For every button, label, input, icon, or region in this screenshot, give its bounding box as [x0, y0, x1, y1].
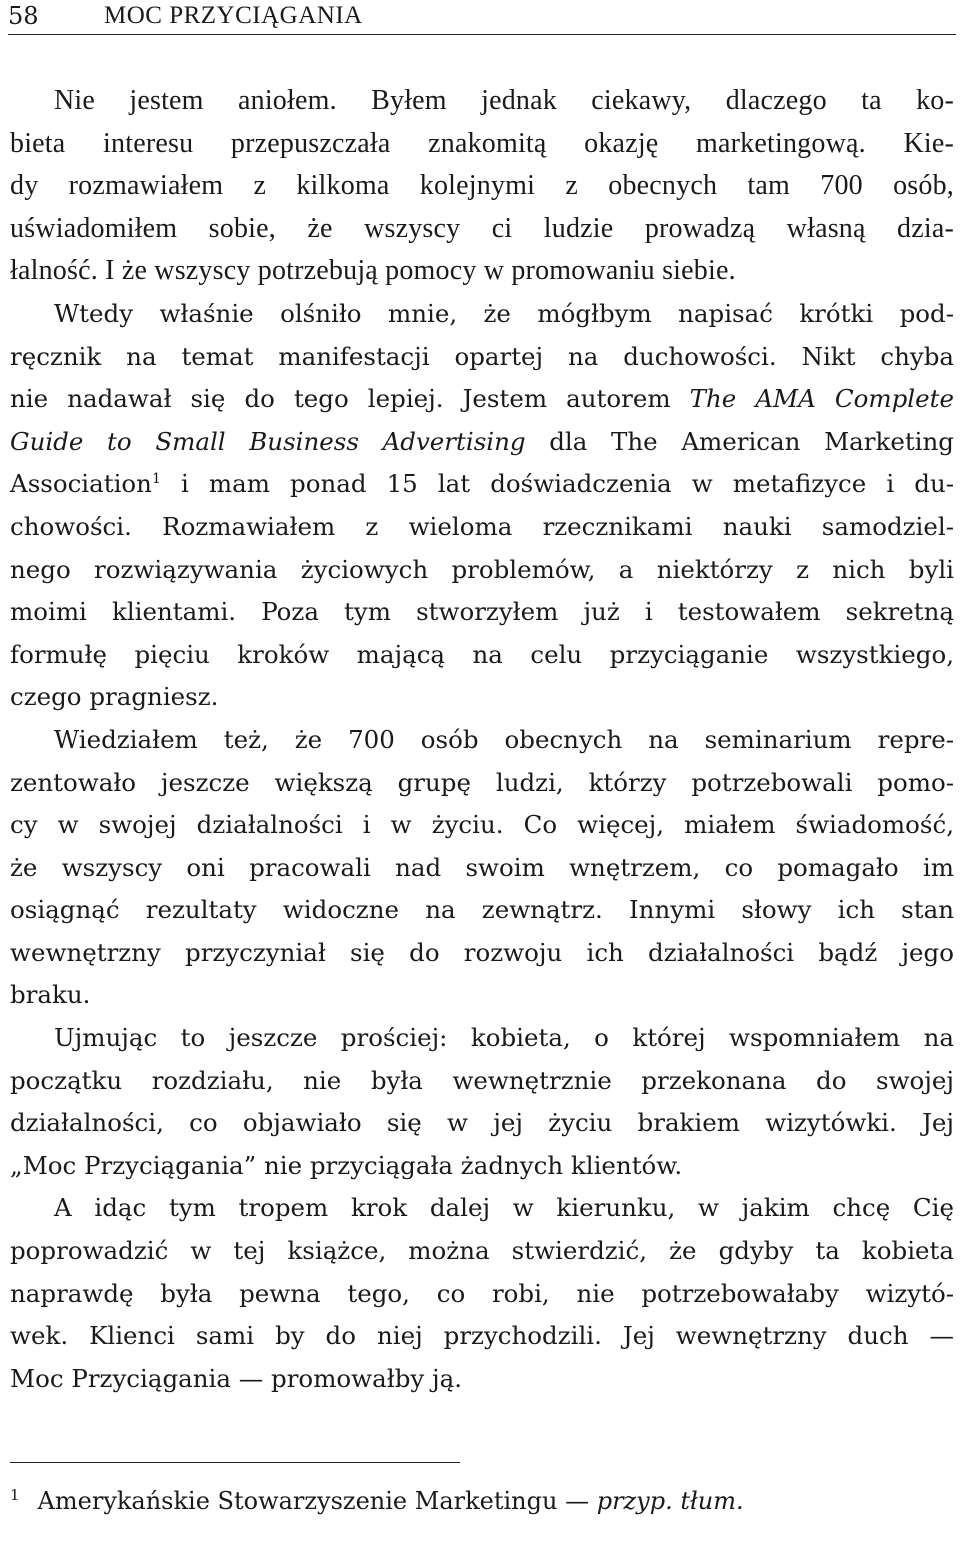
text-line: Ujmując to jeszcze prościej: kobieta, o której wspomniałem na [54, 1023, 954, 1053]
footnote-divider [10, 1462, 460, 1463]
text-line: działalności, co objawiało się w jej życiu brakiem wizytówki. Jej [10, 1108, 954, 1138]
page-number: 58 [8, 2, 39, 30]
body-text [10, 80, 954, 1400]
text-line: wewnętrzny przyczyniał się do rozwoju ich działalności bądź jego [10, 937, 954, 967]
paragraph-4 [10, 1017, 954, 1187]
text-line: zentowało jeszcze większą grupę ludzi, którzy potrzebowali pomo- [10, 767, 954, 797]
text-line: Moc Przyciągania — promowałby ją. [10, 1363, 462, 1393]
footnote-translator-note: przyp. tłum. [596, 1487, 744, 1515]
paragraph-1 [10, 80, 954, 293]
text-line: bieta interesu przepuszczała znakomitą okazję marketingową. Kie- [10, 127, 954, 159]
text-line: A idąc tym tropem krok dalej w kierunku, w jakim chcę Cię [54, 1193, 954, 1223]
text-line: Wtedy właśnie olśniło mnie, że mógłbym napisać krótki pod- [54, 298, 954, 328]
paragraph-2 [10, 293, 954, 719]
text-line: początku rozdziału, nie była wewnętrznie przekonana do swojej [10, 1065, 954, 1095]
paragraph-3 [10, 719, 954, 1017]
book-title-italic: Guide to Small Business Advertising [10, 426, 526, 456]
text-line: Wiedziałem też, że 700 osób obecnych na seminarium repre- [54, 724, 954, 754]
text-span: nie nadawał się do tego lepiej. Jestem autorem [10, 384, 690, 414]
footnote-mark: 1 [10, 1486, 20, 1504]
text-line: że wszyscy oni pracowali nad swoim wnętrzem, co pomagało im [10, 852, 954, 882]
text-span: dla The American Marketing [525, 426, 954, 456]
text-line: Nie jestem aniołem. Byłem jednak ciekawy, dlaczego ta ko- [54, 85, 954, 116]
text-line [10, 463, 954, 506]
text-span: Association [10, 469, 152, 499]
footnote-reference[interactable]: 1 [151, 471, 161, 488]
text-line: ręcznik na temat manifestacji opartej na duchowości. Nikt chyba [10, 341, 954, 371]
text-line: chowości. Rozmawiałem z wieloma rzecznikami nauki samodziel- [10, 511, 954, 541]
book-title-italic: The AMA Complete [689, 384, 954, 414]
running-header [8, 0, 956, 35]
text-line: formułę pięciu kroków mającą na celu przyciąganie wszystkiego, [10, 639, 954, 669]
paragraph-5 [10, 1187, 954, 1400]
text-line: czego pragniesz. [10, 682, 219, 712]
text-line: nego rozwiązywania życiowych problemów, a niektórzy z nich byli [10, 554, 954, 584]
text-line: uświadomiłem sobie, że wszyscy ci ludzie prowadzą własną dzia- [10, 212, 954, 244]
text-line: cy w swojej działalności i w życiu. Co więcej, miałem świadomość, [10, 810, 954, 840]
text-line: dy rozmawiałem z kilkoma kolejnymi z obecnych tam 700 osób, [10, 170, 954, 202]
text-line: poprowadzić w tej książce, można stwierdzić, że gdyby ta kobieta [10, 1236, 954, 1266]
text-line: łalność. I że wszyscy potrzebują pomocy w promowaniu siebie. [10, 255, 736, 287]
footnote-text: Amerykańskie Stowarzyszenie Marketingu — [37, 1487, 597, 1515]
footnote [10, 1485, 950, 1517]
text-line: wek. Klienci sami by do niej przychodzili. Jej wewnętrzny duch — [10, 1321, 954, 1351]
text-span: i mam ponad 15 lat doświadczenia w metafizyce i du- [160, 469, 954, 499]
text-line: moimi klientami. Poza tym stworzyłem już i testowałem sekretną [10, 597, 954, 627]
text-line [10, 378, 954, 421]
text-line: naprawdę była pewna tego, co robi, nie potrzebowałaby wizytó- [10, 1278, 954, 1308]
text-line: osiągnąć rezultaty widoczne na zewnątrz. Innymi słowy ich stan [10, 895, 954, 925]
text-line: braku. [10, 980, 91, 1010]
text-line: „Moc Przyciągania” nie przyciągała żadnych klientów. [10, 1150, 683, 1180]
text-line [10, 421, 954, 464]
running-title: MOC PRZYCIĄGANIA [104, 2, 363, 29]
